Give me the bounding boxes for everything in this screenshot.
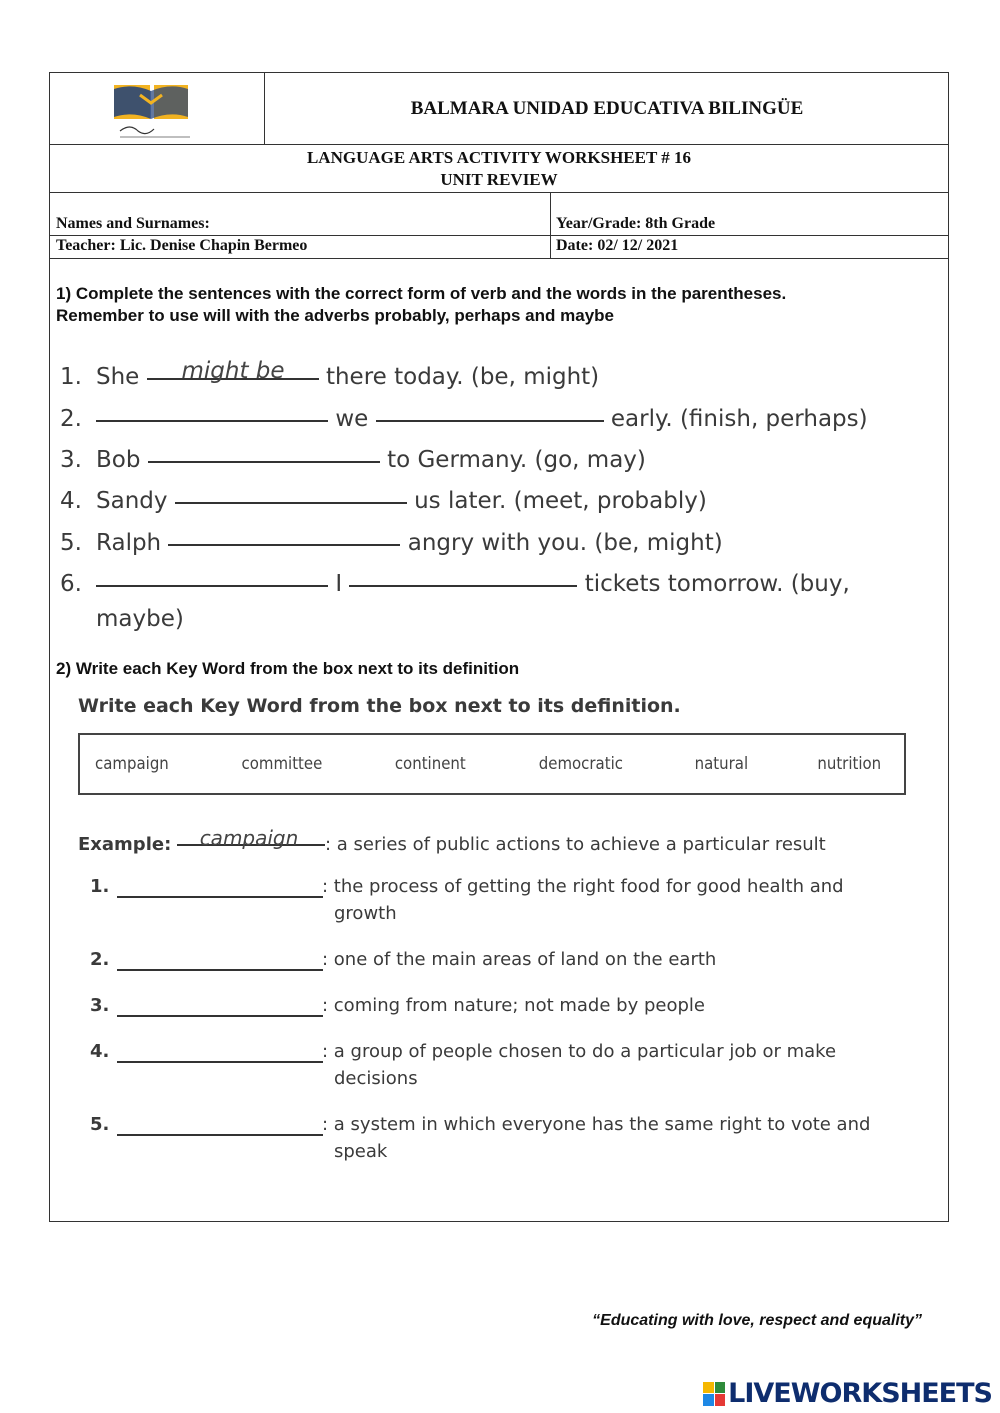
liveworksheets-wordmark: LIVEWORKSHEETS (728, 1378, 992, 1409)
definition-text: : a group of people chosen to do a particular job or make (322, 1041, 837, 1062)
school-motto: “Educating with love, respect and equality” (592, 1312, 922, 1329)
sentence-number: 1. (60, 364, 82, 390)
part1-instruction (56, 283, 786, 327)
answer-blank[interactable] (148, 460, 380, 463)
answer-blank[interactable] (117, 1014, 323, 1017)
key-word: natural (694, 754, 748, 774)
answer-blank[interactable] (117, 968, 323, 971)
key-word: campaign (95, 754, 169, 774)
names-row (50, 193, 948, 236)
example-label: Example: (78, 834, 172, 855)
liveworksheets-brand (703, 1378, 992, 1409)
definition-text: : coming from nature; not made by people (322, 995, 705, 1016)
example-definition: : a series of public actions to achieve a particular result (325, 834, 826, 855)
definition-text: : the process of getting the right food for good health and (322, 876, 844, 897)
definition-number: 3. (90, 995, 110, 1016)
header-row (50, 73, 948, 145)
definition-number: 1. (90, 876, 110, 897)
part1-instruction-line2: Remember to use will with the adverbs probably, perhaps and maybe (56, 306, 614, 325)
names-label: Names and Surnames: (56, 215, 210, 232)
sentence-6 (60, 571, 850, 597)
part2-subtitle: Write each Key Word from the box next to its definition. (78, 695, 681, 717)
sentence-2 (60, 406, 868, 432)
part2-instruction: 2) Write each Key Word from the box next to its definition (56, 659, 520, 678)
answer-blank[interactable] (96, 419, 328, 422)
definition-text-continued: speak (334, 1141, 388, 1162)
handwritten-answer: might be (181, 358, 285, 384)
sentence-post: angry with you. (be, might) (407, 530, 723, 556)
answer-blank[interactable] (117, 895, 323, 898)
sentence-number: 4. (60, 488, 82, 514)
key-word: continent (394, 754, 466, 774)
sentence-pre: Ralph (96, 530, 162, 556)
sentence-3 (60, 447, 646, 473)
sentence-6-continued: maybe) (96, 606, 184, 632)
definition-number: 5. (90, 1114, 110, 1135)
handwritten-example: campaign (199, 826, 299, 850)
sentence-number: 3. (60, 447, 82, 473)
sentence-pre: She (96, 364, 140, 390)
worksheet-subtitle: UNIT REVIEW (440, 170, 558, 189)
part1-instruction-line1: 1) Complete the sentences with the correct form of verb and the words in the parentheses. (56, 284, 787, 303)
teacher-name: Teacher: Lic. Denise Chapin Bermeo (56, 237, 308, 254)
key-word: democratic (538, 754, 623, 774)
sentence-number: 5. (60, 530, 82, 556)
definition-number: 4. (90, 1041, 110, 1062)
answer-blank[interactable] (175, 501, 407, 504)
teacher-row (50, 236, 948, 259)
sentence-post: to Germany. (go, may) (387, 447, 646, 473)
sentence-pre: Sandy (96, 488, 168, 514)
key-word: nutrition (817, 754, 882, 774)
worksheet-date: Date: 02/ 12/ 2021 (556, 237, 679, 254)
definition-text-continued: decisions (334, 1068, 418, 1089)
answer-blank[interactable] (168, 543, 400, 546)
sentence-number: 6. (60, 571, 82, 597)
year-grade: Year/Grade: 8th Grade (556, 215, 716, 232)
sentence-mid: I (335, 571, 343, 597)
answer-blank[interactable] (117, 1060, 323, 1063)
sentence-pre: Bob (96, 447, 141, 473)
column-divider (550, 193, 551, 259)
school-logo-icon (110, 79, 200, 143)
key-word: committee (241, 754, 323, 774)
sentence-1 (60, 364, 599, 390)
answer-blank[interactable] (117, 1133, 323, 1136)
sentence-5 (60, 530, 723, 556)
answer-blank[interactable] (349, 584, 577, 587)
definition-text: : one of the main areas of land on the earth (322, 949, 717, 970)
school-name: BALMARA UNIDAD EDUCATIVA BILINGÜE (410, 98, 804, 119)
title-row (50, 145, 948, 193)
liveworksheets-logo-icon (703, 1382, 725, 1406)
sentence-post: us later. (meet, probably) (414, 488, 707, 514)
answer-blank[interactable] (96, 584, 328, 587)
worksheet-title: LANGUAGE ARTS ACTIVITY WORKSHEET # 16 (306, 148, 692, 167)
sentence-post: early. (finish, perhaps) (610, 406, 868, 432)
sentence-post: there today. (be, might) (325, 364, 600, 390)
sentence-4 (60, 488, 707, 514)
definition-text-continued: growth (334, 903, 397, 924)
sentence-post: tickets tomorrow. (buy, (584, 571, 850, 597)
sentence-number: 2. (60, 406, 82, 432)
school-logo-cell (50, 73, 265, 145)
answer-blank[interactable] (376, 419, 604, 422)
definition-number: 2. (90, 949, 110, 970)
sentence-mid: we (335, 406, 369, 432)
definition-text: : a system in which everyone has the same right to vote and (322, 1114, 871, 1135)
key-word-box (78, 733, 906, 795)
